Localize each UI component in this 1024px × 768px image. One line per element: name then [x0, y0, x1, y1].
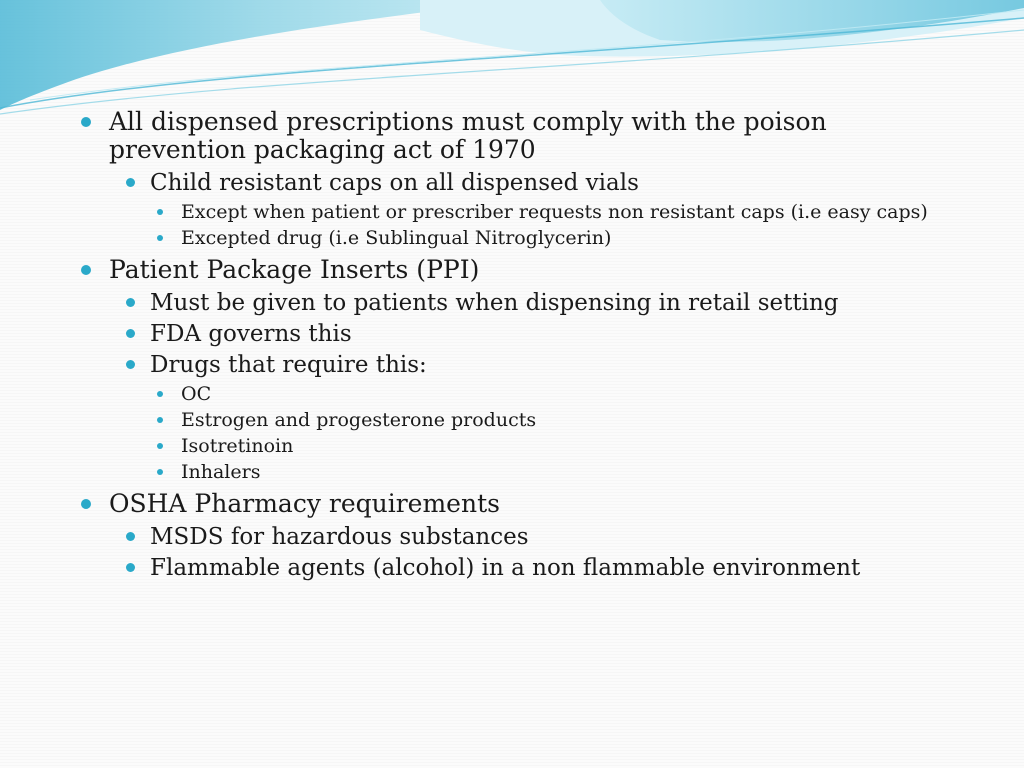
bullet-item-level-3 [0, 434, 1024, 458]
bullet-item-level-3 [0, 408, 1024, 432]
bullet-item-level-2 [0, 351, 1024, 379]
bullet-dot-icon [157, 417, 163, 423]
bullet-text: Except when patient or prescriber requests non resistant caps (i.e easy caps) [181, 201, 928, 223]
bullet-dot-icon [157, 209, 163, 215]
bullet-text: OC [181, 383, 212, 405]
bullet-list [0, 102, 1024, 585]
bullet-item-level-2 [0, 523, 1024, 551]
bullet-dot-icon [81, 117, 91, 127]
bullet-item-level-2 [0, 169, 1024, 197]
bullet-text: All dispensed prescriptions must comply with the poison prevention packaging act of 1970 [109, 107, 827, 164]
bullet-text: Drugs that require this: [150, 352, 427, 378]
bullet-dot-icon [157, 391, 163, 397]
bullet-dot-icon [81, 499, 91, 509]
bullet-item-level-1 [0, 108, 1024, 164]
bullet-text: Patient Package Inserts (PPI) [109, 255, 480, 284]
bullet-item-level-3 [0, 226, 1024, 250]
bullet-text: Flammable agents (alcohol) in a non flammable environment [150, 555, 861, 581]
bullet-text: Child resistant caps on all dispensed vials [150, 170, 639, 196]
bullet-item-level-3 [0, 460, 1024, 484]
bullet-text: MSDS for hazardous substances [150, 524, 529, 550]
bullet-text: Estrogen and progesterone products [181, 409, 537, 431]
bullet-text: Inhalers [181, 461, 261, 483]
bullet-text: Isotretinoin [181, 435, 294, 457]
bullet-item-level-3 [0, 382, 1024, 406]
bullet-text: Must be given to patients when dispensing in retail setting [150, 290, 839, 316]
bullet-dot-icon [126, 329, 135, 338]
bullet-dot-icon [126, 360, 135, 369]
bullet-item-level-3 [0, 200, 1024, 224]
bullet-dot-icon [157, 469, 163, 475]
bullet-text: FDA governs this [150, 321, 352, 347]
bullet-dot-icon [157, 235, 163, 241]
bullet-item-level-1 [0, 490, 1024, 518]
bullet-item-level-2 [0, 289, 1024, 317]
bullet-text: OSHA Pharmacy requirements [109, 489, 500, 518]
bullet-text: Excepted drug (i.e Sublingual Nitroglycerin) [181, 227, 612, 249]
bullet-dot-icon [81, 265, 91, 275]
bullet-dot-icon [126, 298, 135, 307]
bullet-dot-icon [126, 563, 135, 572]
bullet-dot-icon [157, 443, 163, 449]
bullet-item-level-1 [0, 256, 1024, 284]
bullet-item-level-2 [0, 554, 1024, 582]
bullet-dot-icon [126, 178, 135, 187]
bullet-dot-icon [126, 532, 135, 541]
bullet-item-level-2 [0, 320, 1024, 348]
